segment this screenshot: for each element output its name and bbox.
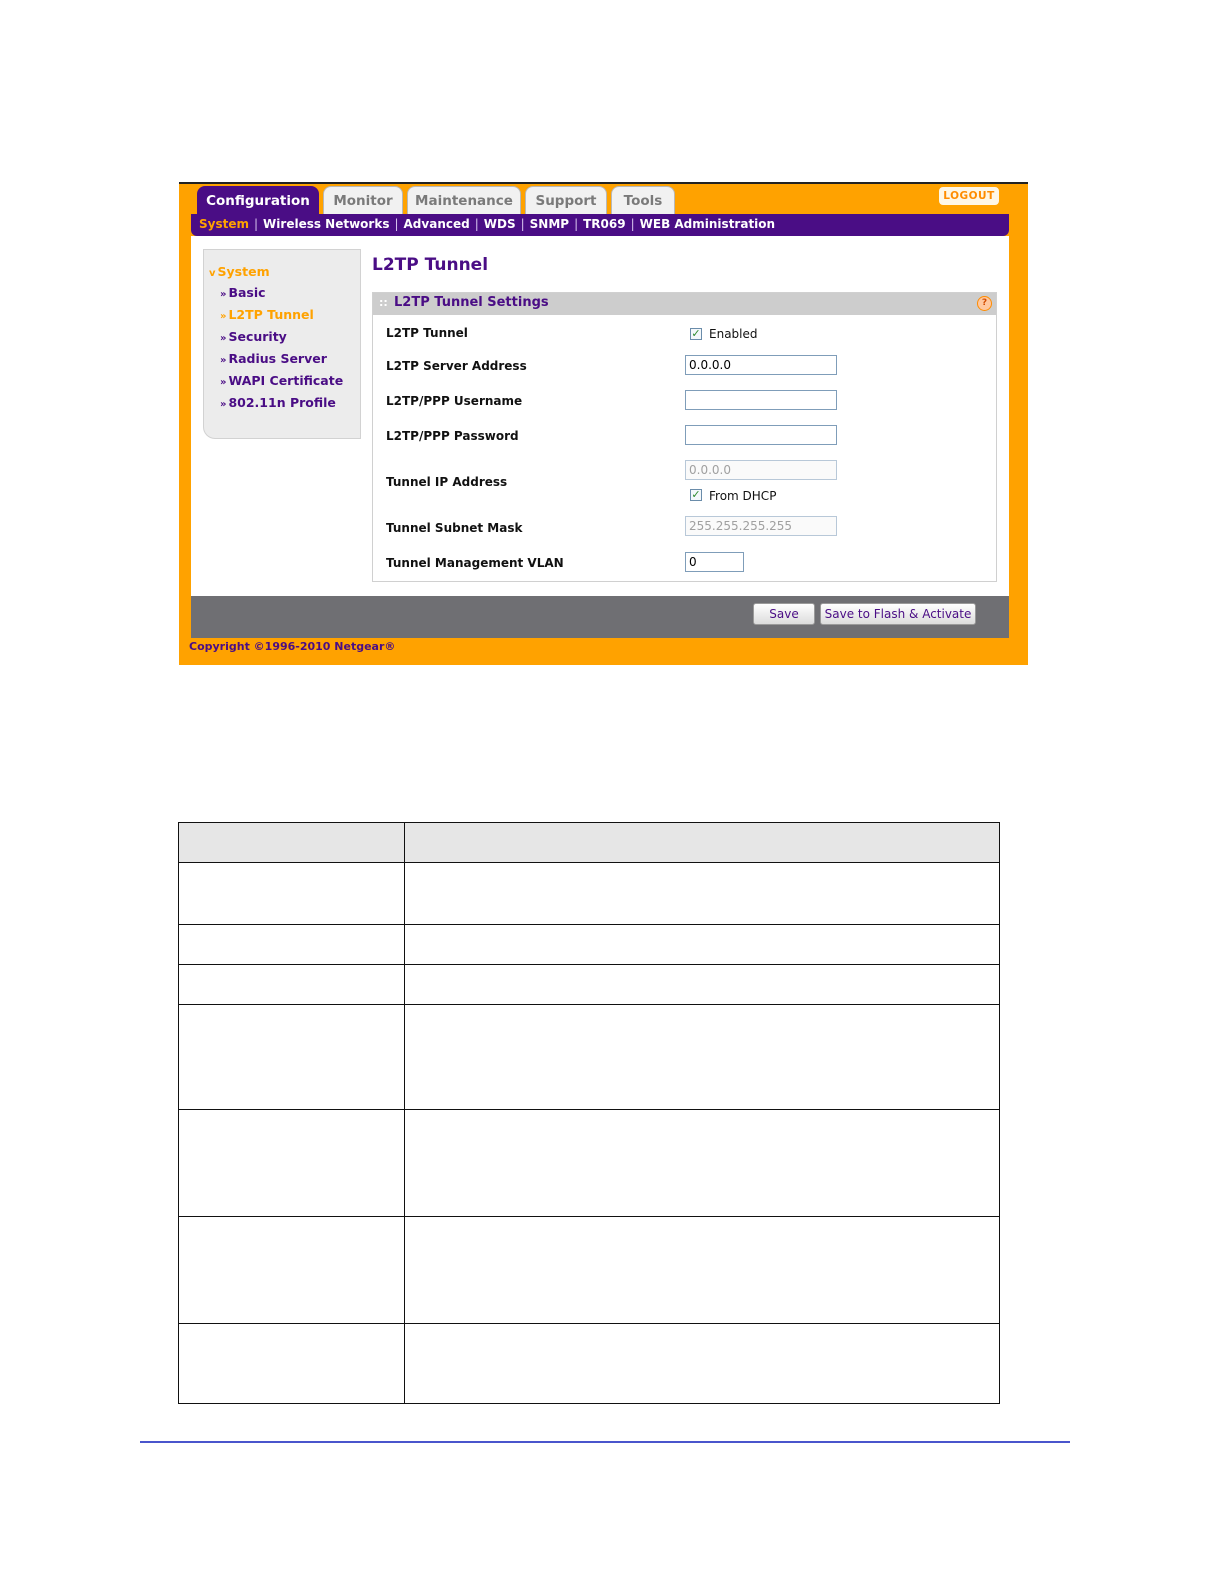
grip-icon: :: [379, 296, 388, 309]
table-cell [405, 965, 999, 1004]
table-cell [405, 1005, 999, 1109]
table-header-cell [179, 823, 405, 862]
double-chevron-icon: » [220, 399, 227, 410]
table-cell [405, 1324, 999, 1403]
table-row [179, 1005, 999, 1110]
table-cell [405, 1110, 999, 1216]
table-cell [405, 863, 999, 924]
sidebar-item-80211n-profile[interactable] [220, 395, 336, 410]
copyright-text: Copyright ©1996-2010 Netgear® [189, 640, 396, 653]
sidebar-item-label: Security [228, 329, 287, 344]
table-cell [179, 965, 405, 1004]
subnav-web-administration[interactable]: WEB Administration [639, 217, 776, 231]
l2tp-enabled-label: Enabled [709, 327, 758, 341]
username-label: L2TP/PPP Username [386, 394, 523, 408]
from-dhcp-checkbox[interactable]: ✓ [691, 488, 701, 501]
tunnel-ip-input[interactable] [685, 460, 837, 480]
table-cell [179, 1324, 405, 1403]
tab-maintenance[interactable]: Maintenance [407, 186, 521, 214]
tab-configuration[interactable]: Configuration [197, 186, 319, 214]
chevron-down-icon: v [209, 268, 216, 279]
panel-title: L2TP Tunnel Settings [394, 295, 549, 310]
from-dhcp-label: From DHCP [709, 489, 777, 503]
sidebar-item-label: Radius Server [228, 351, 327, 366]
double-chevron-icon: » [220, 355, 227, 366]
subnav-snmp[interactable]: SNMP [529, 217, 570, 231]
tab-support[interactable]: Support [525, 186, 607, 214]
table-cell [179, 1217, 405, 1323]
subnav-tr069[interactable]: TR069 [583, 217, 626, 231]
table-cell [179, 925, 405, 964]
subnav-divider: | [254, 217, 259, 231]
sidebar-item-security[interactable] [220, 329, 287, 344]
content-area [191, 236, 1009, 596]
description-table [178, 822, 1000, 1404]
table-cell [405, 925, 999, 964]
l2tp-enabled-checkbox[interactable]: ✓ [691, 327, 701, 340]
subnav-wireless-networks[interactable]: Wireless Networks [263, 217, 390, 231]
page-footer-rule [140, 1441, 1070, 1443]
table-cell [179, 863, 405, 924]
l2tp-tunnel-label: L2TP Tunnel [386, 326, 468, 340]
mgmt-vlan-label: Tunnel Management VLAN [386, 556, 564, 570]
sidebar-section-system[interactable] [209, 264, 270, 279]
sub-navigation [191, 214, 1009, 236]
tunnel-ip-label: Tunnel IP Address [386, 475, 508, 489]
save-to-flash-activate-button[interactable]: Save to Flash & Activate [820, 603, 976, 625]
panel-header [373, 293, 996, 315]
action-bar [191, 596, 1009, 638]
password-label: L2TP/PPP Password [386, 429, 519, 443]
password-input[interactable] [685, 425, 837, 445]
sidebar-item-label: WAPI Certificate [228, 373, 344, 388]
table-row [179, 925, 999, 965]
subnav-system[interactable]: System [199, 217, 249, 231]
table-cell [179, 1005, 405, 1109]
sidebar-item-label: L2TP Tunnel [228, 307, 314, 322]
sidebar [203, 249, 361, 439]
server-address-input[interactable] [685, 355, 837, 375]
subnav-divider: | [474, 217, 479, 231]
page-title: L2TP Tunnel [372, 255, 489, 275]
sidebar-item-basic[interactable] [220, 285, 266, 300]
table-row [179, 1324, 999, 1403]
sidebar-item-label: 802.11n Profile [228, 395, 336, 410]
sidebar-item-l2tp-tunnel[interactable] [220, 307, 314, 322]
table-row [179, 1110, 999, 1217]
subnav-divider: | [520, 217, 525, 231]
table-row [179, 965, 999, 1005]
double-chevron-icon: » [220, 333, 227, 344]
tab-tools[interactable]: Tools [611, 186, 675, 214]
table-header-cell [405, 823, 999, 862]
subnet-mask-input[interactable] [685, 516, 837, 536]
tab-monitor[interactable]: Monitor [323, 186, 403, 214]
subnav-divider: | [630, 217, 635, 231]
table-cell [405, 1217, 999, 1323]
double-chevron-icon: » [220, 311, 227, 322]
sidebar-section-label: System [217, 264, 270, 279]
sidebar-item-radius-server[interactable] [220, 351, 327, 366]
sidebar-item-wapi-certificate[interactable] [220, 373, 343, 388]
subnav-divider: | [394, 217, 399, 231]
table-row [179, 863, 999, 925]
double-chevron-icon: » [220, 289, 227, 300]
table-header-row [179, 823, 999, 863]
subnav-wds[interactable]: WDS [483, 217, 516, 231]
table-row [179, 1217, 999, 1324]
help-icon[interactable]: ? [977, 296, 992, 311]
subnav-divider: | [574, 217, 579, 231]
mgmt-vlan-input[interactable] [685, 552, 744, 572]
subnet-mask-label: Tunnel Subnet Mask [386, 521, 523, 535]
settings-panel [372, 292, 997, 582]
subnav-advanced[interactable]: Advanced [403, 217, 470, 231]
router-admin-window [179, 182, 1028, 665]
logout-button[interactable]: LOGOUT [938, 186, 1000, 206]
server-address-label: L2TP Server Address [386, 359, 527, 373]
table-cell [179, 1110, 405, 1216]
sidebar-item-label: Basic [228, 285, 266, 300]
double-chevron-icon: » [220, 377, 227, 388]
username-input[interactable] [685, 390, 837, 410]
save-button[interactable]: Save [753, 603, 815, 625]
